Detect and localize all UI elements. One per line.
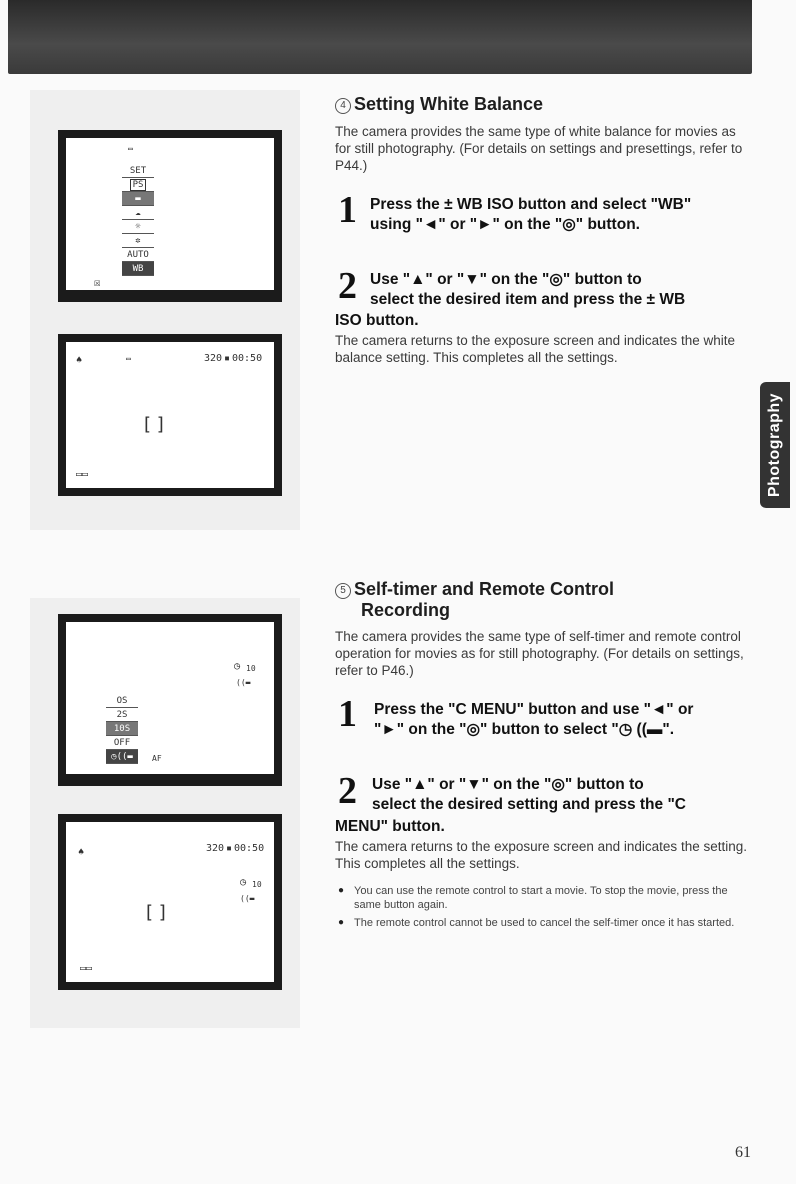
- step-instruction-line: Press the "C MENU" button and use "◄" or: [374, 701, 694, 718]
- step-instruction-line: ISO button.: [335, 312, 419, 329]
- shot-counter: 320: [204, 353, 223, 364]
- page-number: 61: [735, 1144, 751, 1161]
- remaining-time: 00:50: [232, 353, 263, 364]
- section-title-self-timer: [335, 579, 614, 600]
- remote-icon: ((▬: [236, 678, 251, 687]
- wb-set-item: [122, 164, 154, 178]
- self-timer-seconds: 10: [246, 664, 256, 673]
- note-item: ● The remote control cannot be used to cancel the self-timer once it has started.: [338, 916, 748, 930]
- remaining-time: 00:50: [234, 843, 265, 854]
- wb-preset-item: ▬: [122, 192, 154, 206]
- menu-top-icon: ▭: [128, 144, 133, 153]
- section-title-text: Self-timer and Remote Control: [354, 579, 615, 599]
- timer-off-label: OFF: [113, 738, 131, 748]
- wb-tab-item: [122, 262, 154, 276]
- wb-auto-label: AUTO: [127, 250, 149, 260]
- section-number-badge: 5: [335, 583, 351, 599]
- step-instruction-line: Use "▲" or "▼" on the "◎" button to: [370, 271, 642, 288]
- wb-tab-label: WB: [132, 264, 144, 274]
- lcd-screen-wb-menu: [58, 130, 282, 302]
- timer-2s-item: [106, 708, 138, 722]
- battery-icon: ▭▭: [80, 963, 93, 974]
- movie-icon: ▪: [224, 353, 231, 364]
- movie-icon: ▪: [226, 843, 233, 854]
- step-description: The camera returns to the exposure screen and indicates the white balance setting. This completes all the settings.: [335, 333, 735, 365]
- step-instruction-line: select the desired setting and press the "C: [372, 796, 686, 813]
- step-number: 2: [338, 265, 357, 307]
- wb-auto-item: [122, 248, 154, 262]
- fluorescent-icon: ✲: [122, 234, 154, 248]
- timer-10s-item: [106, 722, 138, 736]
- timer-off-item: [106, 736, 138, 750]
- step-number: 2: [338, 770, 357, 812]
- self-timer-seconds: 10: [252, 880, 262, 889]
- self-timer-icon: ◷: [234, 661, 241, 672]
- timer-2s-label: 2S: [116, 710, 128, 720]
- step-instruction-line: Use "▲" or "▼" on the "◎" button to: [372, 776, 644, 793]
- wb-ps-item: [122, 178, 154, 192]
- movie-mode-icon: ♠: [76, 355, 83, 366]
- step-instruction-line: "►" on the "◎" button to select "◷ ((▬".: [374, 721, 675, 738]
- section-title-text: Setting White Balance: [354, 94, 544, 114]
- battery-icon: ▭▭: [76, 469, 89, 480]
- chapter-tab-label: Photography: [766, 392, 784, 498]
- wb-status-icon: ▭: [126, 354, 131, 363]
- lcd-screen-self-timer-menu: [58, 614, 282, 786]
- wb-set-label: SET: [129, 166, 147, 176]
- step-description: The camera returns to the exposure screen and indicates the setting. This completes all the settings.: [335, 839, 747, 871]
- note-item: ● You can use the remote control to start a movie. To stop the movie, press the same button again.: [338, 884, 748, 912]
- section-intro: The camera provides the same type of white balance for movies as for still photography. (For details on settings and presettings, refer to P44.): [335, 124, 743, 173]
- exposure-comp-icon: ☒: [94, 276, 101, 289]
- chapter-tab: [760, 382, 790, 508]
- lcd-screen-exposure-timer: [58, 814, 282, 990]
- step-number: 1: [338, 189, 357, 231]
- lcd-screen-exposure-wb: [58, 334, 282, 496]
- step-instruction-line: using "◄" or "►" on the "◎" button.: [370, 216, 640, 233]
- timer-10s-label: 10S: [113, 724, 131, 734]
- header-band: [8, 0, 752, 74]
- step-number: 1: [338, 693, 357, 735]
- self-timer-icon: ◷: [240, 877, 247, 888]
- af-frame: [ ]: [144, 414, 164, 435]
- timer-0s-label: OS: [116, 696, 128, 706]
- shot-counter: 320: [206, 843, 225, 854]
- section-title-white-balance: [335, 94, 543, 115]
- wb-ps-label: PS: [130, 179, 147, 191]
- step-instruction-line: Press the ± WB ISO button and select "WB": [370, 196, 692, 213]
- af-frame: [ ]: [146, 902, 166, 923]
- section-number-badge: 4: [335, 98, 351, 114]
- timer-0s-item: [106, 694, 138, 708]
- sun-icon: ☼: [122, 220, 154, 234]
- step-instruction-line: select the desired item and press the ± WB: [370, 291, 686, 308]
- section-title-self-timer-line2: Recording: [361, 600, 451, 620]
- section-intro: The camera provides the same type of self-timer and remote control operation for movies as for still photography. (For details on settings, refer to P46.): [335, 629, 744, 678]
- cloud-icon: ☁: [122, 206, 154, 220]
- timer-tab-item: ◷((▬: [106, 750, 138, 764]
- step-instruction-line: MENU" button.: [335, 818, 445, 835]
- remote-icon: ((▬: [240, 894, 255, 903]
- af-tab: AF: [152, 754, 162, 763]
- movie-mode-icon: ♠: [78, 847, 85, 858]
